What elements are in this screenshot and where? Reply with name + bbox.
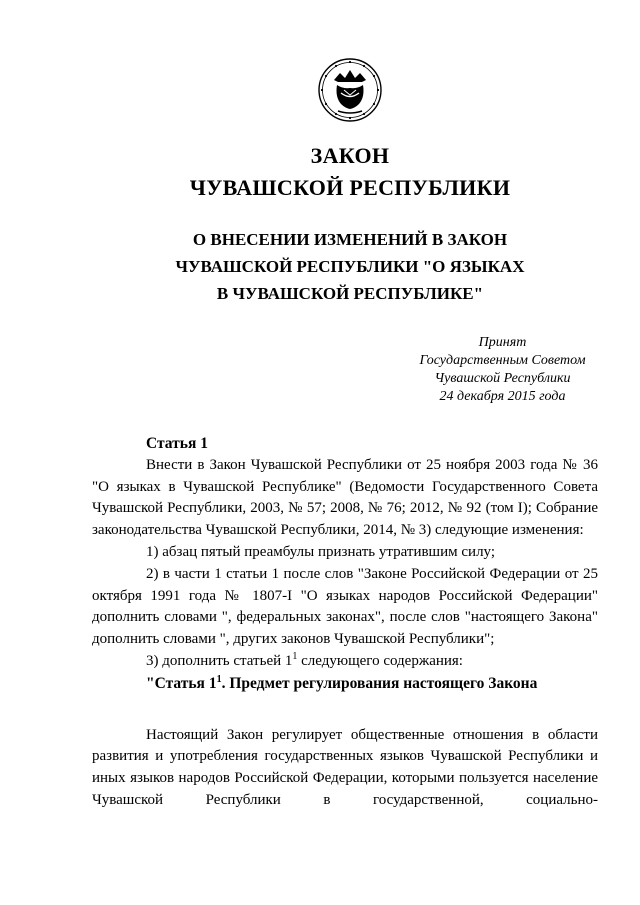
item3-prefix: 3) дополнить статьей 1 — [146, 652, 293, 669]
new-article-superscript: 1 — [216, 673, 222, 685]
item3-suffix: следующего содержания: — [297, 652, 463, 669]
adoption-note — [400, 334, 605, 406]
amendment-item-2: 2) в части 1 статьи 1 после слов "Законе Российской Федерации от 25 октября 1991 года № 1807-I "О языках народов Российской Федерации" дополнить словами ", федеральных законах", после слов "настоящего Закона" дополнить словами ", других законов Чувашской Республики"; — [92, 565, 598, 648]
law-subtitle-line3: В ЧУВАШСКОЙ РЕСПУБЛИКЕ" — [216, 284, 484, 303]
new-article-prefix: "Статья 1 — [146, 674, 217, 692]
adopted-line2: Государственным Советом — [419, 353, 586, 368]
article-heading: Статья 1 — [146, 435, 208, 452]
amendment-item-3 — [92, 651, 598, 673]
amendment-item-1: 1) абзац пятый преамбулы признать утратившим силу; — [146, 543, 496, 560]
adopted-line1: Принят — [478, 335, 527, 350]
republic-title: ЧУВАШСКОЙ РЕСПУБЛИКИ — [189, 175, 511, 200]
new-article-heading — [92, 673, 598, 695]
new-article-text: Настоящий Закон регулирует общественные отношения в области развития и употребления государственных языков Чувашской Республики и иных языков народов Российской Федерации, которыми пользуется население Чувашской Республики в государственной, социально- — [92, 726, 598, 808]
article-intro: Внести в Закон Чувашской Республики от 25 ноября 2003 года № 36 "О языках в Чувашской Республике" (Ведомости Государственного Совета Чувашской Республики, 2003, № 57; 2008, № 76; 2012, № 92 (том I); Собрание законодательства Чувашской Республики, 2014, № 3) следующие изменения: — [92, 456, 598, 539]
adopted-line3: Чувашской Республики — [434, 371, 571, 386]
adopted-date: 24 декабря 2015 года — [439, 389, 566, 404]
new-article-suffix: . Предмет регулирования настоящего Закона — [221, 674, 538, 692]
item3-superscript: 1 — [292, 650, 298, 662]
law-title: ЗАКОН — [310, 143, 390, 168]
law-subtitle-line2: ЧУВАШСКОЙ РЕСПУБЛИКИ "О ЯЗЫКАХ — [175, 257, 525, 276]
law-body — [92, 433, 598, 812]
title-block — [0, 140, 640, 307]
law-subtitle-line1: О ВНЕСЕНИИ ИЗМЕНЕНИЙ В ЗАКОН — [192, 230, 508, 249]
coat-of-arms-emblem — [317, 57, 383, 123]
